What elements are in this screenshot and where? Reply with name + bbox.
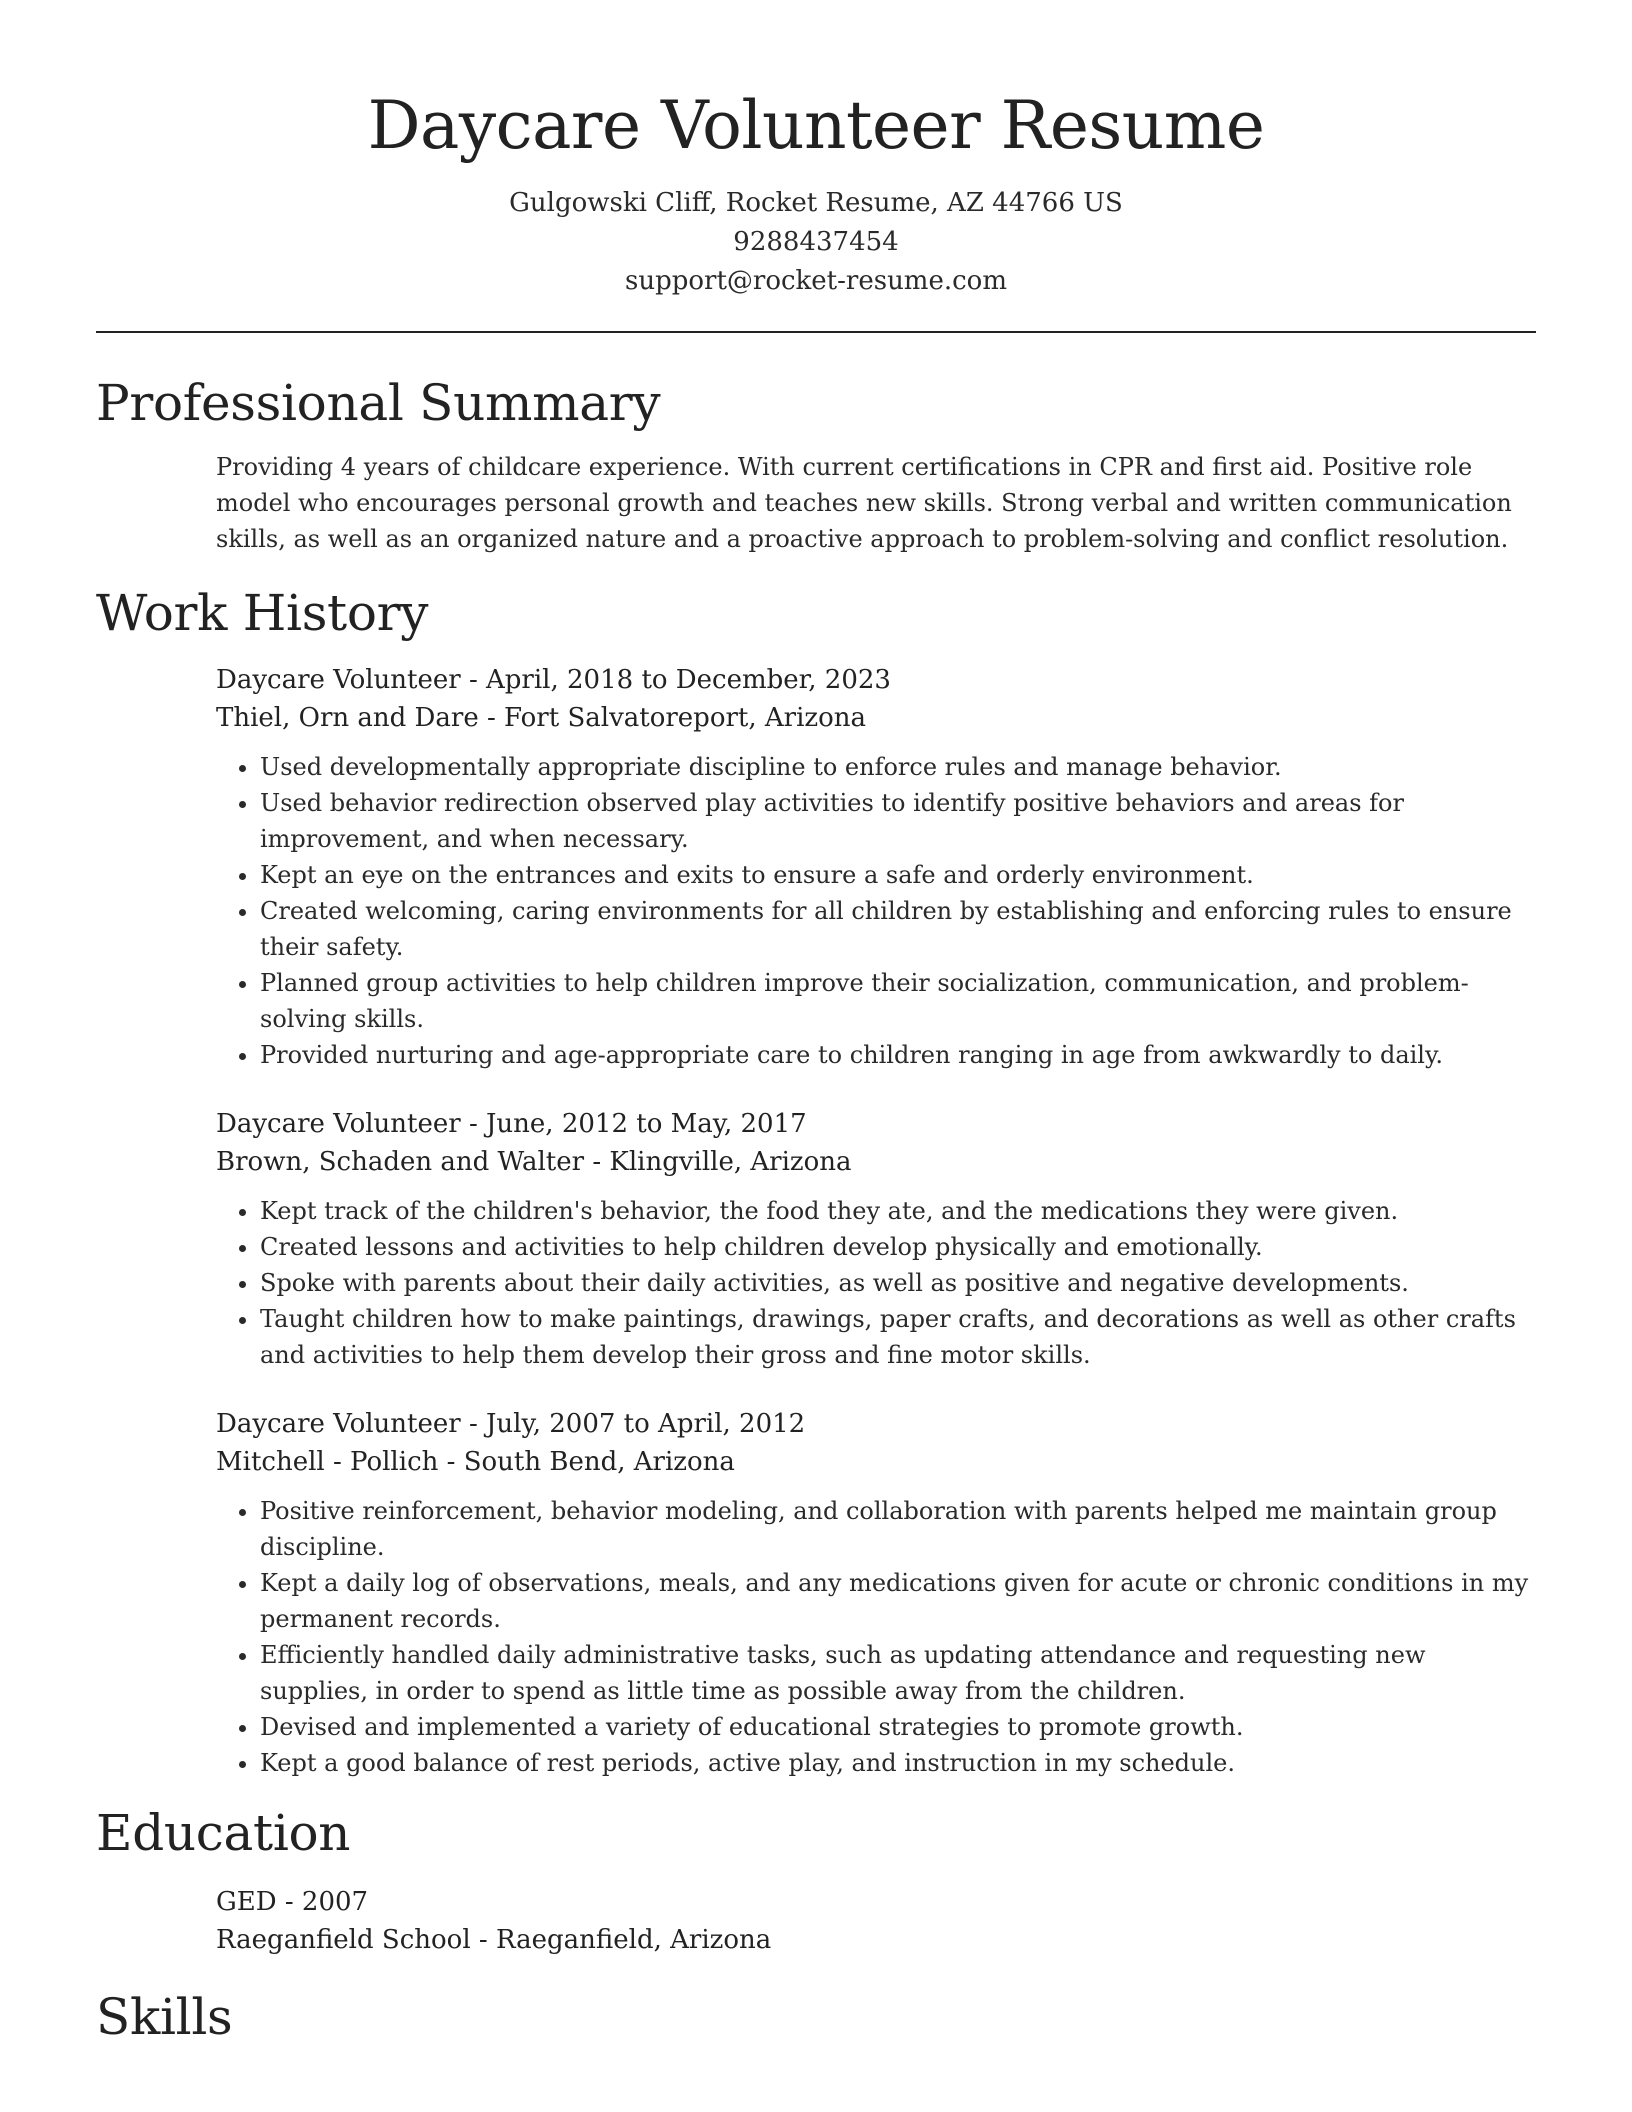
- job-company: Thiel, Orn and Dare: [216, 703, 479, 733]
- job-bullet: • Spoke with parents about their daily activities, as well as positive and negative developments.: [260, 1265, 1536, 1301]
- resume-title: Daycare Volunteer Resume: [367, 87, 1265, 164]
- contact-info: [96, 184, 1536, 301]
- job-location: - Klingville, Arizona: [584, 1147, 852, 1177]
- education-degree: GED: [216, 1887, 277, 1917]
- job-location: - Fort Salvatoreport, Arizona: [478, 703, 867, 733]
- job-title: Daycare Volunteer: [216, 1109, 461, 1139]
- job-bullet: • Kept an eye on the entrances and exits to ensure a safe and orderly environment.: [260, 857, 1536, 893]
- job-entry: [216, 1405, 1536, 1781]
- job-bullet: • Positive reinforcement, behavior modeling, and collaboration with parents helped me maintain group discipline.: [260, 1493, 1536, 1565]
- job-bullet: • Efficiently handled daily administrative tasks, such as updating attendance and requesting new supplies, in order to spend as little time as possible away from the children.: [260, 1637, 1536, 1709]
- job-company: Brown, Schaden and Walter: [216, 1147, 585, 1177]
- summary-text: Providing 4 years of childcare experience. With current certifications in CPR and first aid. Positive role model who encourages personal growth and teaches new skills. Strong verbal and written communication skills, as well as an organized nature and a proactive approach to problem-solving and conflict resolution.: [216, 453, 1512, 553]
- job-title: Daycare Volunteer: [216, 665, 461, 695]
- summary-heading: Professional Summary: [96, 374, 661, 432]
- job-entry: [216, 661, 1536, 1073]
- education-degree-line: [216, 1883, 1536, 1921]
- work-history-heading: Work History: [96, 584, 429, 642]
- job-entry: [216, 1105, 1536, 1373]
- job-dates: - July, 2007 to April, 2012: [460, 1409, 806, 1439]
- job-bullet: • Used behavior redirection observed play activities to identify positive behaviors and areas for improvement, and when necessary.: [260, 785, 1536, 857]
- job-bullet: • Used developmentally appropriate discipline to enforce rules and manage behavior.: [260, 749, 1536, 785]
- job-company-line: [216, 699, 1536, 737]
- job-bullet: • Provided nurturing and age-appropriate care to children ranging in age from awkwardly to daily.: [260, 1037, 1536, 1073]
- job-dates: - June, 2012 to May, 2017: [460, 1109, 807, 1139]
- job-location: - South Bend, Arizona: [438, 1447, 735, 1477]
- job-bullet: • Kept a good balance of rest periods, active play, and instruction in my schedule.: [260, 1745, 1536, 1781]
- contact-address: Gulgowski Cliff, Rocket Resume, AZ 44766 US: [509, 188, 1123, 218]
- job-title: Daycare Volunteer: [216, 1409, 461, 1439]
- job-bullet: • Kept a daily log of observations, meals, and any medications given for acute or chronic conditions in my permanent records.: [260, 1565, 1536, 1637]
- job-bullets: [216, 1493, 1536, 1781]
- job-company-line: [216, 1443, 1536, 1481]
- header-divider: [96, 331, 1536, 333]
- education-year: - 2007: [276, 1887, 369, 1917]
- job-bullet: • Devised and implemented a variety of educational strategies to promote growth.: [260, 1709, 1536, 1745]
- resume-header: [96, 0, 1536, 301]
- job-bullet: • Created welcoming, caring environments for all children by establishing and enforcing rules to ensure their safety.: [260, 893, 1536, 965]
- job-bullet: • Taught children how to make paintings, drawings, paper crafts, and decorations as well as other crafts and activities to help them develop their gross and fine motor skills.: [260, 1301, 1536, 1373]
- education-location: - Raeganfield, Arizona: [470, 1925, 772, 1955]
- job-bullet: • Kept track of the children's behavior, the food they ate, and the medications they were given.: [260, 1193, 1536, 1229]
- education-school: Raeganfield School: [216, 1925, 471, 1955]
- job-bullet: • Planned group activities to help children improve their socialization, communication, and problem-solving skills.: [260, 965, 1536, 1037]
- job-title-line: [216, 1405, 1536, 1443]
- job-dates: - April, 2018 to December, 2023: [460, 665, 891, 695]
- contact-email: support@rocket-resume.com: [624, 266, 1007, 296]
- contact-phone: 9288437454: [733, 227, 899, 257]
- education-entry: [216, 1883, 1536, 1959]
- education-school-line: [216, 1921, 1536, 1959]
- job-bullet: • Created lessons and activities to help children develop physically and emotionally.: [260, 1229, 1536, 1265]
- job-bullets: [216, 749, 1536, 1073]
- job-title-line: [216, 1105, 1536, 1143]
- skills-heading: Skills: [96, 1988, 233, 2046]
- job-title-line: [216, 661, 1536, 699]
- job-bullets: [216, 1193, 1536, 1373]
- job-company-line: [216, 1143, 1536, 1181]
- job-company: Mitchell - Pollich: [216, 1447, 439, 1477]
- resume-page: [96, 0, 1536, 2049]
- education-heading: Education: [96, 1804, 351, 1862]
